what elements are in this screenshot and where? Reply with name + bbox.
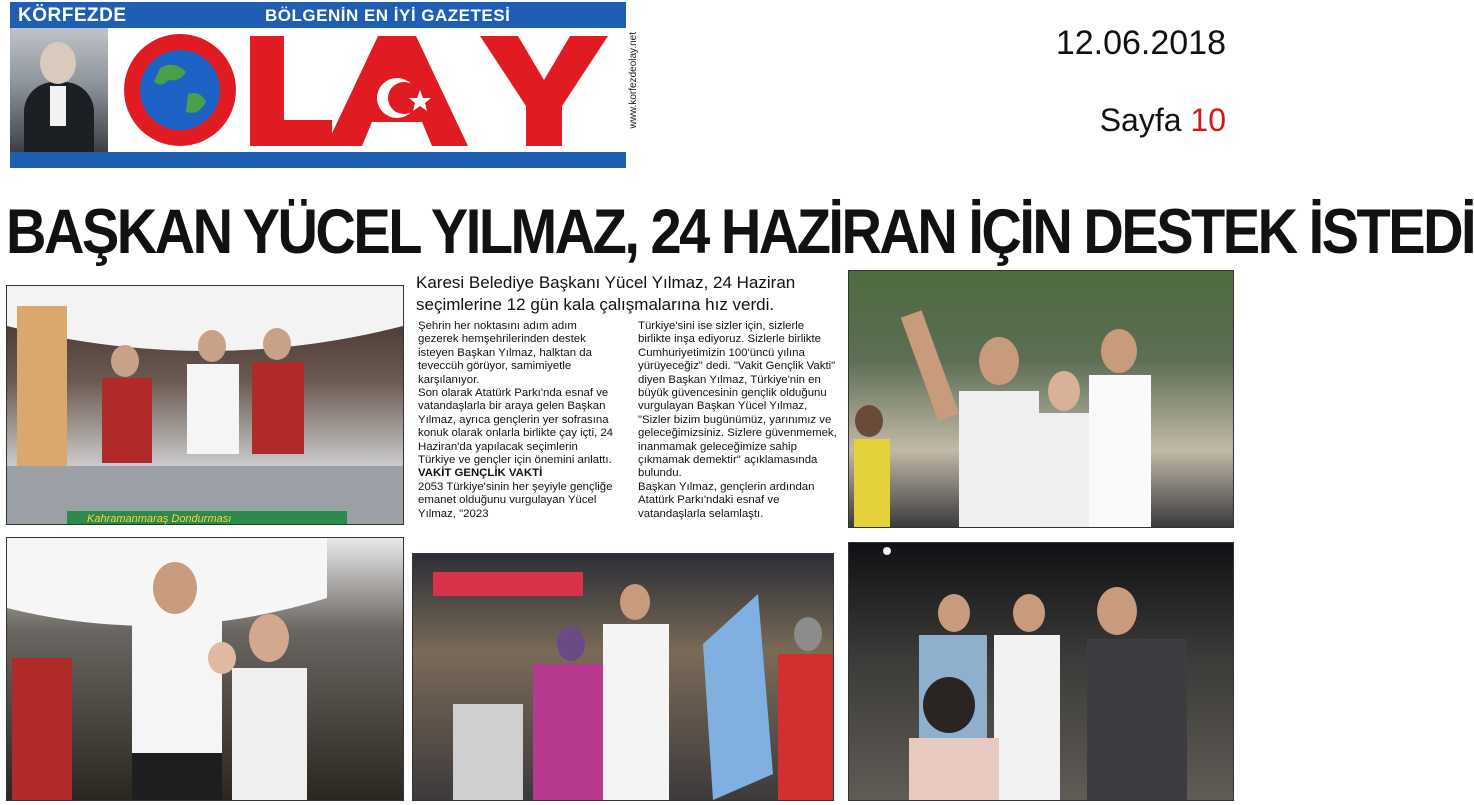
paragraph: Başkan Yılmaz, gençlerin ardından Atatürk Parkı'ndaki esnaf ve vatandaşlarla selamlaştı. bbox=[638, 480, 815, 520]
article-column-2 bbox=[638, 320, 838, 521]
article-headline: BAŞKAN YÜCEL YILMAZ, 24 HAZİRAN İÇİN DESTEK İSTEDİ bbox=[6, 196, 1474, 267]
masthead-bottom-band bbox=[10, 152, 626, 168]
photo-crowd-flags bbox=[412, 553, 834, 801]
paragraph: Şehrin her noktasını adım adım gezerek hemşehrilerinden destek isteyen Başkan Yılmaz, halktan da teveccüh görüyor, samimiyetle karşılanıyor. bbox=[418, 320, 592, 386]
stall-sign: Kahramanmaraş Dondurması bbox=[87, 513, 232, 525]
article-column-1 bbox=[418, 320, 618, 521]
photo-handshake bbox=[848, 542, 1234, 801]
photo-selfie bbox=[848, 270, 1234, 528]
publication-date: 12.06.2018 bbox=[1055, 24, 1226, 62]
photo-ice-cream-stall bbox=[6, 285, 404, 525]
masthead-portrait bbox=[10, 28, 108, 152]
article-lead: Karesi Belediye Başkanı Yücel Yılmaz, 24 Haziran seçimlerine 12 gün kala çalışmalarına hız verdi. bbox=[416, 273, 796, 314]
page-number: 10 bbox=[1190, 102, 1226, 138]
masthead-brand: KÖRFEZDE bbox=[18, 5, 127, 26]
olay-logo bbox=[108, 28, 620, 152]
page-number-label bbox=[1100, 102, 1226, 139]
article-subhead: VAKİT GENÇLİK VAKTİ bbox=[418, 467, 543, 480]
masthead-slogan: BÖLGENİN EN İYİ GAZETESİ bbox=[265, 6, 511, 25]
paragraph: Türkiye'sini ise sizler için, sizlerle birlikte inşa ediyoruz. Sizlerle birlikte Cumhuriyetimizin 100'üncü yılına yürüyeceğiz" dedi. "Vakit Gençlik Vakti" diyen Başkan Yılmaz, Türkiye'nin en büyük güvencesinin gençlik olduğunu vurgulayan Başkan Yücel Yılmaz, "Sizler bizim bugünümüz, yarınımız ve geleceğimizsiniz. Sizlere güvenmemek, inanmamak geleceğimize sahip çıkmamak demektir" açıklamasında bulundu. bbox=[638, 320, 837, 480]
newspaper-masthead bbox=[10, 2, 639, 168]
photo-family-greeting bbox=[6, 537, 404, 801]
masthead-url: www.korfezdeolay.net bbox=[628, 32, 639, 129]
paragraph: Son olarak Atatürk Parkı'nda esnaf ve vatandaşlarla bir araya gelen Başkan Yılmaz, ayrıca gençlerin yer sofrasına konuk olarak onlarla birlikte çay içti, 24 Haziran'da yapılacak seçimlerin Türkiye ve gençler için önemini anlattı. bbox=[418, 387, 613, 467]
page-word: Sayfa bbox=[1099, 102, 1182, 138]
paragraph: 2053 Türkiye'sinin her şeyiyle gençliğe emanet olduğunu vurgulayan Yücel Yılmaz, "2023 bbox=[418, 480, 613, 520]
